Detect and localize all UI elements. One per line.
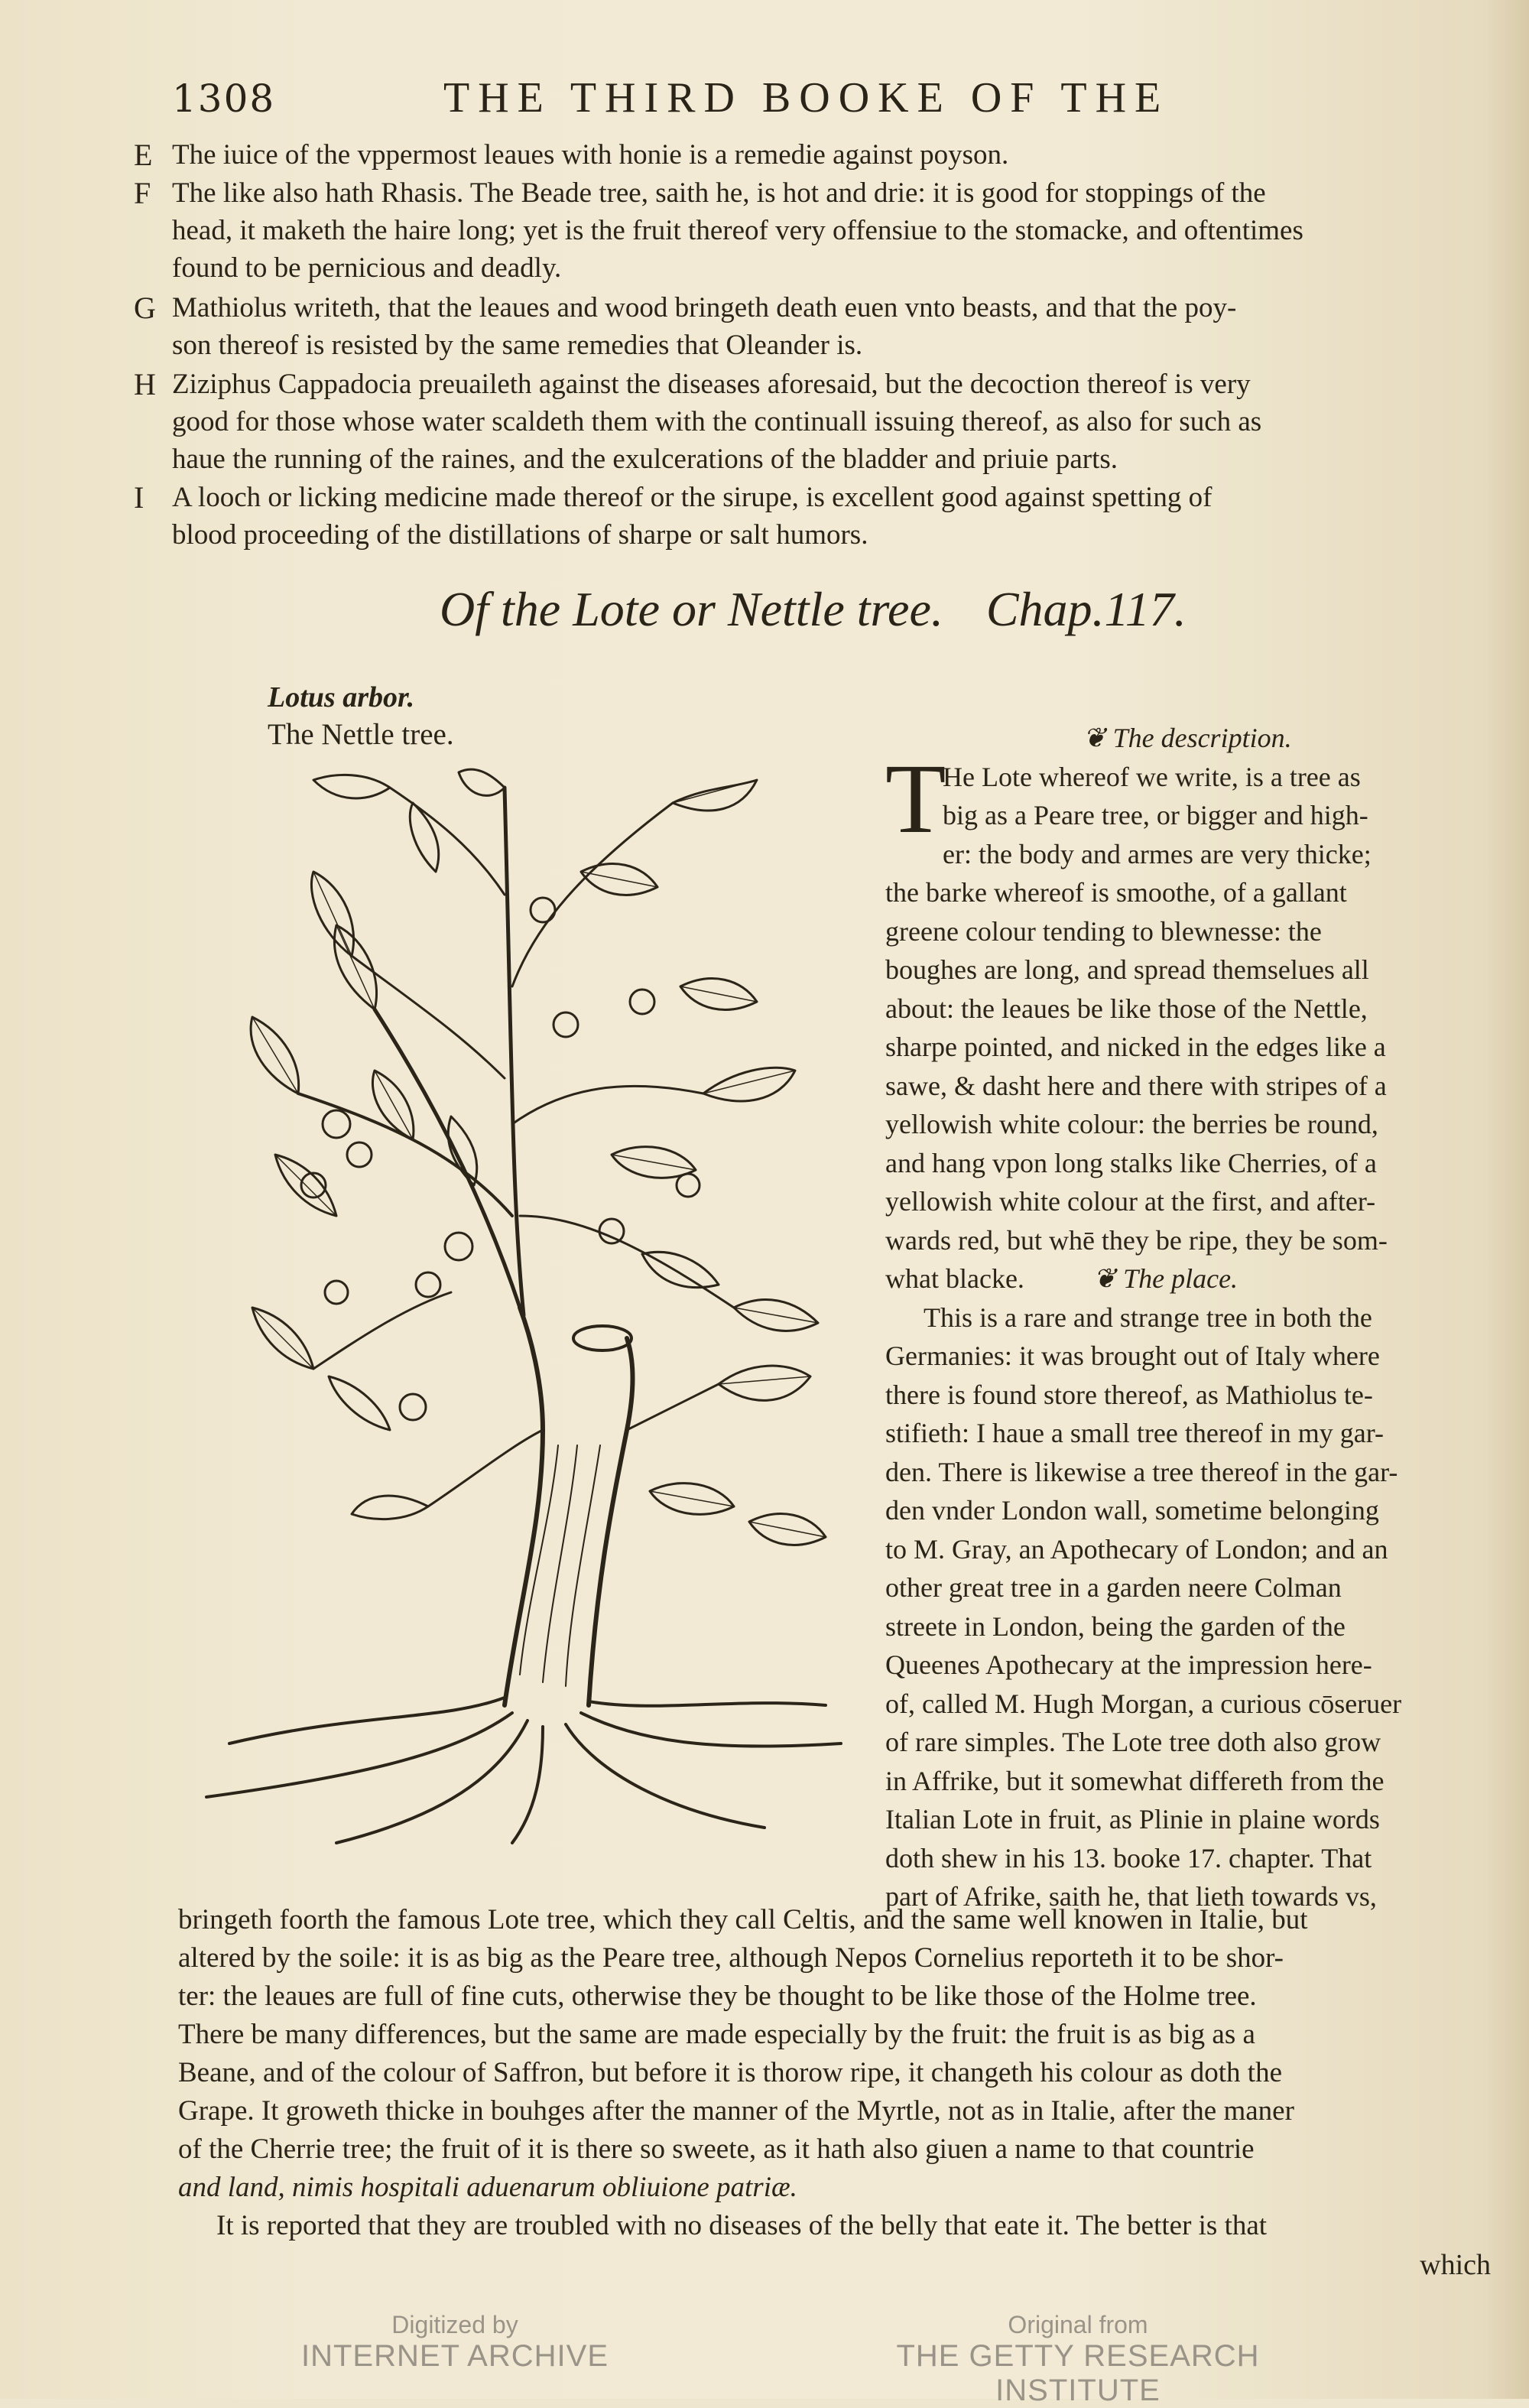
paragraph-marker: F — [134, 176, 151, 210]
text-line: head, it maketh the haire long; yet is the fruit thereof very offensiue to the stomacke, and oftentimes — [172, 215, 1303, 246]
text-line: part of Afrike, saith he, that lieth towards vs, — [885, 1881, 1377, 1912]
text-line: yellowish white colour at the first, and after- — [885, 1186, 1376, 1217]
paragraph-marker: H — [134, 367, 156, 401]
chapter-title: Of the Lote or Nettle tree. — [440, 582, 943, 636]
text-line: and hang vpon long stalks like Cherries, of a — [885, 1147, 1377, 1178]
credit-small-text: Digitized by — [391, 2311, 518, 2338]
chapter-heading — [440, 581, 1281, 642]
text-line: about: the leaues be like those of the Nettle, — [885, 993, 1368, 1024]
text-line: den vnder London wall, sometime belonging — [885, 1495, 1379, 1526]
dropcap-letter: T — [885, 744, 946, 854]
text-line: greene colour tending to blewnesse: the — [885, 915, 1322, 947]
paragraph-e — [134, 136, 1479, 174]
text-line: The iuice of the vppermost leaues with honie is a remedie against poyson. — [172, 139, 1009, 171]
original-from-credit — [826, 2311, 1330, 2408]
text-line: Mathiolus writeth, that the leaues and wood bringeth death euen vnto beasts, and that the poy- — [172, 292, 1237, 323]
text-line: yellowish white colour: the berries be round, — [885, 1109, 1378, 1139]
text-line: den. There is likewise a tree thereof in the gar- — [885, 1456, 1398, 1487]
text-line: doth shew in his 13. booke 17. chapter. That — [885, 1842, 1372, 1873]
text-line: and land, nimis hospitali aduenarum obliuione patriæ. — [178, 2172, 797, 2203]
text-line: Ziziphus Cappadocia preuaileth against the diseases aforesaid, but the decoction thereof is very — [172, 369, 1251, 400]
paragraph-marker: G — [134, 291, 156, 325]
text-line: other great tree in a garden neere Colman — [885, 1572, 1342, 1603]
paragraph-i — [134, 479, 1479, 554]
catchword: which — [1420, 2249, 1491, 2281]
figure-english-name: The Nettle tree. — [268, 718, 454, 751]
paragraph-f — [134, 174, 1479, 287]
description-column — [885, 719, 1489, 1916]
text-fragment: what blacke. — [885, 1263, 1024, 1294]
text-line: wards red, but whē they be ripe, they be som- — [885, 1224, 1388, 1256]
text-line — [885, 1259, 1489, 1298]
text-line: The like also hath Rhasis. The Beade tree, saith he, is hot and drie: it is good for stoppings of the — [172, 177, 1266, 209]
text-line: bringeth foorth the famous Lote tree, which they call Celtis, and the same well knowen in Italie, but — [178, 1904, 1308, 1935]
paragraph-g — [134, 289, 1479, 364]
text-line: altered by the soile: it is as big as the Peare tree, although Nepos Cornelius reporteth it to be shor- — [178, 1942, 1284, 1974]
paragraph-marker: I — [134, 480, 144, 515]
text-line: er: the body and armes are very thicke; — [943, 838, 1372, 869]
text-line: the barke whereof is smoothe, of a gallant — [885, 877, 1347, 908]
text-line: There be many differences, but the same are made especially by the fruit: the fruit is as big as a — [178, 2019, 1255, 2050]
text-line: sharpe pointed, and nicked in the edges like a — [885, 1032, 1386, 1062]
credit-big-text: INTERNET ARCHIVE — [301, 2339, 609, 2373]
credit-small-text: Original from — [1008, 2311, 1148, 2338]
text-line: ter: the leaues are full of fine cuts, otherwise they be thought to be like those of the Holme tree. — [178, 1981, 1257, 2012]
text-line: Queenes Apothecary at the impression here- — [885, 1649, 1372, 1680]
text-line: haue the running of the raines, and the exulcerations of the bladder and priuie parts. — [172, 444, 1118, 475]
text-line: in Affrike, but it somewhat differeth from the — [885, 1765, 1385, 1796]
paragraph-marker: E — [134, 138, 153, 172]
page-number: 1308 — [172, 76, 276, 121]
text-line: of the Cherrie tree; the fruit of it is there so sweete, as it hath also giuen a name to that countrie — [178, 2133, 1255, 2165]
running-title: THE THIRD BOOKE OF THE — [443, 74, 1170, 122]
text-line: to M. Gray, an Apothecary of London; and an — [885, 1533, 1388, 1565]
text-line: big as a Peare tree, or bigger and high- — [943, 800, 1368, 830]
text-line: It is reported that they are troubled with no diseases of the belly that eate it. The better is that — [216, 2210, 1268, 2241]
text-line: Beane, and of the colour of Saffron, but before it is thorow ripe, it changeth his colour as doth the — [178, 2057, 1282, 2088]
text-line: Italian Lote in fruit, as Plinie in plaine words — [885, 1804, 1380, 1834]
text-line: This is a rare and strange tree in both the — [924, 1301, 1372, 1333]
credit-big-text: THE GETTY RESEARCH INSTITUTE — [896, 2339, 1260, 2407]
text-line: found to be pernicious and deadly. — [172, 252, 562, 284]
chapter-number: Chap.117. — [985, 582, 1187, 636]
text-line: blood proceeding of the distillations of sharpe or salt humors. — [172, 519, 868, 551]
bottom-paragraph — [178, 1901, 1493, 2245]
text-line: good for those whose water scaldeth them with the continuall issuing thereof, as also for such as — [172, 406, 1262, 437]
description-heading: ❦ The description. — [1083, 723, 1292, 753]
text-line: boughes are long, and spread themselues all — [885, 954, 1369, 985]
text-line: of rare simples. The Lote tree doth also grow — [885, 1727, 1381, 1757]
text-line: there is found store thereof, as Mathiolus te- — [885, 1379, 1373, 1410]
digitized-by-credit — [291, 2311, 619, 2374]
running-head — [172, 73, 1472, 127]
text-line: stifieth: I haue a small tree thereof in my gar- — [885, 1418, 1385, 1448]
place-heading: ❦ The place. — [1092, 1263, 1238, 1294]
text-line: son thereof is resisted by the same remedies that Oleander is. — [172, 330, 863, 361]
text-line: streete in London, being the garden of the — [885, 1610, 1346, 1642]
description-text — [885, 744, 1489, 1916]
nettle-tree-woodcut — [183, 757, 872, 1866]
text-line: He Lote whereof we write, is a tree as — [943, 761, 1361, 792]
text-line: sawe, & dasht here and there with stripes of a — [885, 1070, 1387, 1101]
text-line: Grape. It groweth thicke in bouhges after the manner of the Myrtle, not as in Italie, after the maner — [178, 2095, 1294, 2127]
text-line: A looch or licking medicine made thereof or the sirupe, is excellent good against spetting of — [172, 482, 1212, 513]
text-line: of, called M. Hugh Morgan, a curious cōseruer — [885, 1688, 1402, 1719]
figure-latin-name: Lotus arbor. — [268, 681, 415, 713]
paragraph-h — [134, 366, 1479, 478]
text-line: Germanies: it was brought out of Italy where — [885, 1340, 1380, 1371]
